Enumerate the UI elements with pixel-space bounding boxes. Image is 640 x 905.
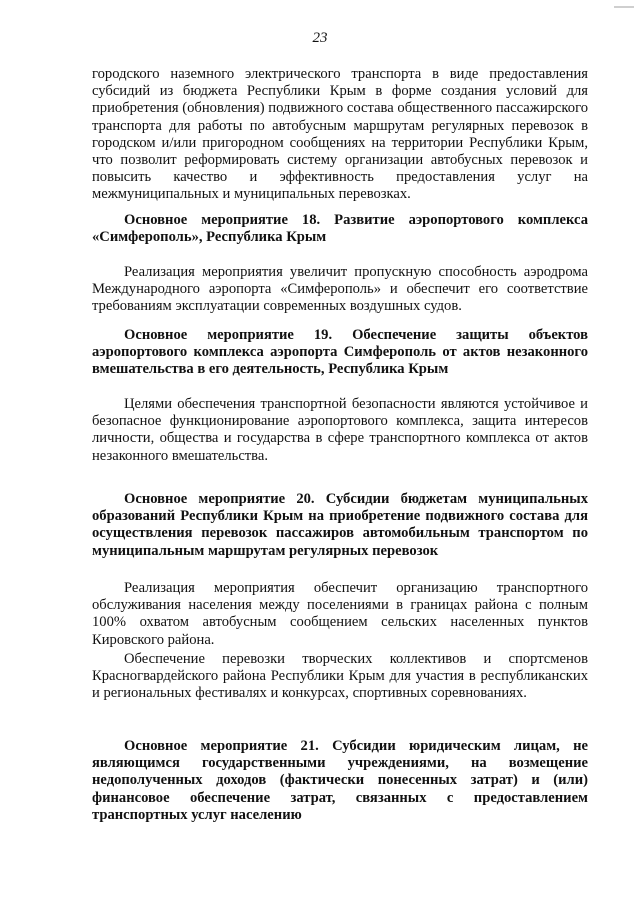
heading-block-18	[92, 212, 588, 246]
section-heading: Основное мероприятие 21. Субсидии юридическим лицам, не являющимся государственными учреждениями, на возмещение недополученных доходов (фактически понесенных затрат) и (или) финансовое обеспечение затрат, связанных с предоставлением транспортных услуг населению	[92, 738, 588, 823]
section-heading: Основное мероприятие 19. Обеспечение защиты объектов аэропортового комплекса аэропорта Симферополь от актов незаконного вмешательства в его деятельность, Республика Крым	[92, 327, 588, 378]
paragraph: Целями обеспечения транспортной безопасности являются устойчивое и безопасное функционирование аэропортового комплекса, защита интересов личности, общества и государства в сфере транспортного комплекса от актов незаконного вмешательства.	[92, 396, 588, 464]
section-heading: Основное мероприятие 18. Развитие аэропортового комплекса «Симферополь», Республика Крым	[92, 212, 588, 246]
page-number: 23	[312, 30, 328, 46]
heading-block-20	[92, 491, 588, 560]
heading-block-19	[92, 327, 588, 379]
paragraph: Реализация мероприятия обеспечит организацию транспортного обслуживания населения между поселениями в границах района с полным 100% охватом автобусным сообщением сельских населенных пунктов Кировского района.	[92, 580, 588, 648]
text-block-19	[92, 396, 588, 465]
heading-block-21	[92, 738, 588, 824]
text-block-continuation	[92, 66, 588, 204]
text-block-18	[92, 264, 588, 316]
text-block-20	[92, 580, 588, 702]
section-heading: Основное мероприятие 20. Субсидии бюджетам муниципальных образований Республики Крым на приобретение подвижного состава для осуществления перевозок пассажиров автомобильным транспортом по муниципальным маршрутам регулярных перевозок	[92, 491, 588, 559]
paragraph: Обеспечение перевозки творческих коллективов и спортсменов Красногвардейского района Республики Крым для участия в республиканских и региональных фестивалях и конкурсах, спортивных соревнованиях.	[92, 650, 588, 702]
paragraph: Реализация мероприятия увеличит пропускную способность аэродрома Международного аэропорта «Симферополь» и обеспечит его соответствие требованиям эксплуатации современных воздушных судов.	[92, 264, 588, 315]
scan-mark	[614, 6, 634, 8]
paragraph: городского наземного электрического транспорта в виде предоставления субсидий из бюджета Республики Крым в форме создания условий для приобретения (обновления) подвижного состава общественного пассажирского транспорта для работы по автобусным маршрутам регулярных перевозок в городском и/или пригородном сообщениях на территории Республики Крым, что позволит реформировать систему организации автобусных перевозок и повысить качество и эффективность предоставления услуг на межмуниципальных и муниципальных перевозках.	[92, 66, 588, 203]
